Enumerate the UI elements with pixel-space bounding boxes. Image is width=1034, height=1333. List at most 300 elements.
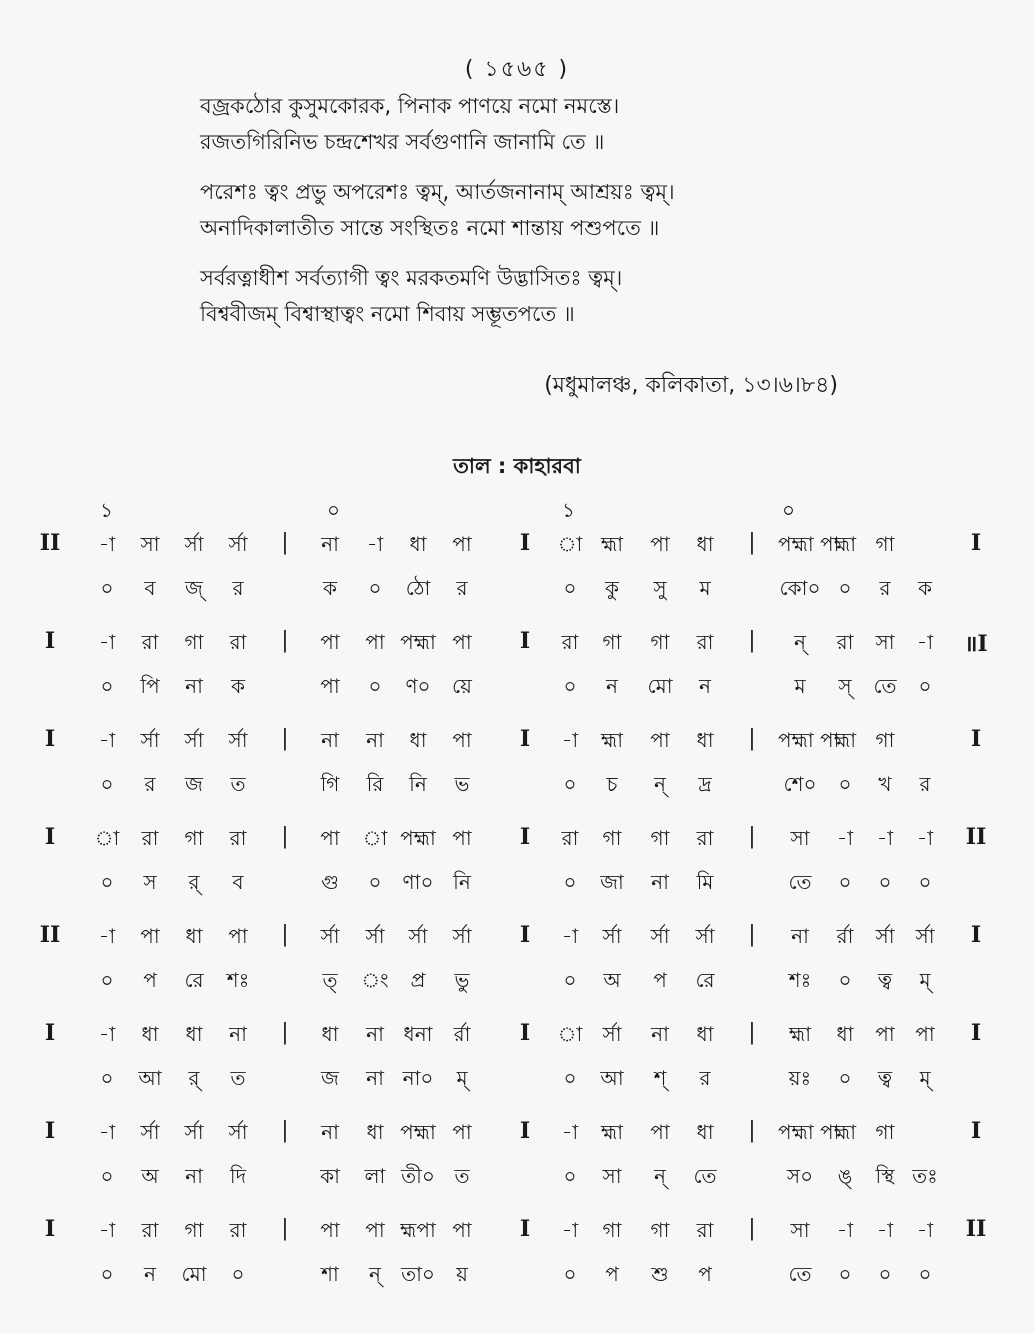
lyric-syllable: মো xyxy=(647,674,673,698)
swara-note: -া xyxy=(916,826,934,850)
swara-note: সা xyxy=(790,1218,810,1242)
swara-note: র্সা xyxy=(602,924,622,948)
swara-note: না xyxy=(321,532,339,556)
verse-block xyxy=(200,96,920,340)
lyric-syllable: নি xyxy=(453,870,471,894)
swara-note: র্সা xyxy=(228,1120,248,1144)
lyric-syllable: র্ xyxy=(188,870,200,894)
lyric-syllable: জ্ xyxy=(185,576,203,600)
vibhag-divider: | xyxy=(748,628,756,653)
lyric-syllable: ০ xyxy=(100,968,114,992)
swara-note: না xyxy=(321,728,339,752)
swara-note: র্সা xyxy=(184,1120,204,1144)
swara-note: -া xyxy=(98,1120,116,1144)
lyric-syllable: সা xyxy=(602,1164,622,1188)
swara-note: -া xyxy=(98,728,116,752)
vibhag-divider: I xyxy=(519,726,531,752)
lyric-syllable: প xyxy=(653,968,667,992)
swara-note: রা xyxy=(696,826,714,850)
swara-note: রা xyxy=(229,826,247,850)
swara-note: পা xyxy=(320,1218,340,1242)
swara-note: না xyxy=(651,1022,669,1046)
lyric-syllable: ভ xyxy=(454,772,470,796)
lyric-syllable: জা xyxy=(600,870,624,894)
swara-note: পা xyxy=(452,1120,472,1144)
lyric-row xyxy=(0,770,1034,824)
swara-note: ধনা xyxy=(403,1022,433,1046)
lyric-syllable: তে xyxy=(693,1164,717,1188)
start-barline: II xyxy=(39,530,61,556)
lyric-syllable: ভু xyxy=(454,968,470,992)
lyric-syllable: ঙ্ xyxy=(837,1164,853,1188)
swara-note: রা xyxy=(229,630,247,654)
lyric-syllable: ০ xyxy=(368,870,382,894)
lyric-syllable: ০ xyxy=(231,1262,245,1286)
swara-note: -া xyxy=(98,630,116,654)
swara-note: হ্মা xyxy=(833,532,857,556)
lyric-row xyxy=(0,672,1034,726)
swara-note: র্সা xyxy=(650,924,670,948)
lyric-syllable: খ xyxy=(878,772,892,796)
swara-note: রা xyxy=(141,1218,159,1242)
end-barline: I xyxy=(970,922,982,948)
swara-note: না xyxy=(321,1120,339,1144)
vibhag-divider: | xyxy=(281,726,289,751)
lyric-syllable: না০ xyxy=(402,1066,434,1090)
vibhag-divider: I xyxy=(519,922,531,948)
lyric-syllable: ০ xyxy=(100,1164,114,1188)
lyric-row xyxy=(0,574,1034,628)
swara-note: না xyxy=(366,1022,384,1046)
swara-note: পহ্মা xyxy=(400,826,436,850)
swara-note: র্সা xyxy=(140,728,160,752)
lyric-syllable: ং xyxy=(361,968,389,992)
swara-note: পহ্মা পা xyxy=(778,532,840,556)
swara-note: -া xyxy=(98,1022,116,1046)
vibhag-divider: | xyxy=(748,1020,756,1045)
swara-row xyxy=(0,824,1034,868)
swara-note: রা xyxy=(561,826,579,850)
verse-line: অনাদিকালাতীত সান্তে সংস্থিতঃ নমো শান্তায় পশুপতে ॥ xyxy=(200,216,660,240)
lyric-syllable: ০ xyxy=(368,576,382,600)
swara-note: পা xyxy=(650,1120,670,1144)
swara-note: ধা xyxy=(696,1022,714,1046)
lyric-syllable: প্র xyxy=(410,968,426,992)
lyric-syllable: ন xyxy=(699,674,711,698)
swara-note: গা xyxy=(184,826,204,850)
swara-note: ধা xyxy=(321,1022,339,1046)
swara-note: ন্ xyxy=(794,630,806,654)
lyric-syllable: ত xyxy=(230,1066,246,1090)
vibhag-divider: | xyxy=(281,628,289,653)
swara-note: পহ্মা পা xyxy=(778,728,840,752)
lyric-syllable: প xyxy=(605,1262,619,1286)
swara-note: -া xyxy=(561,1218,579,1242)
lyric-syllable: ত্ xyxy=(322,968,338,992)
swara-note: র্সা xyxy=(140,1120,160,1144)
end-barline: I xyxy=(970,1020,982,1046)
lyric-syllable: না xyxy=(366,1066,384,1090)
lyric-syllable: র xyxy=(919,772,931,796)
lyric-syllable: সু xyxy=(653,576,667,600)
lyric-syllable: ০ xyxy=(563,772,577,796)
swara-note: গা xyxy=(650,1218,670,1242)
lyric-syllable: লা xyxy=(364,1164,386,1188)
swara-note: -া xyxy=(916,1218,934,1242)
vibhag-divider: | xyxy=(281,1216,289,1241)
swara-note: ধা xyxy=(185,1022,203,1046)
beat-marker: ০ xyxy=(327,498,341,522)
lyric-row xyxy=(0,1260,1034,1314)
swara-note: ধা xyxy=(185,924,203,948)
swara-note: -া xyxy=(561,924,579,948)
lyric-syllable: ০ xyxy=(838,968,852,992)
lyric-syllable: ম্ xyxy=(456,1066,468,1090)
lyric-syllable: মি xyxy=(696,870,714,894)
lyric-syllable: ০ xyxy=(563,1262,577,1286)
swara-note: পা xyxy=(320,630,340,654)
lyric-syllable: ব xyxy=(232,870,244,894)
lyric-syllable: মো xyxy=(181,1262,207,1286)
lyric-syllable: দি xyxy=(229,1164,247,1188)
swara-note: র্সা xyxy=(228,728,248,752)
swara-note: ধা xyxy=(409,728,427,752)
swara-note: গা xyxy=(184,630,204,654)
lyric-syllable: রে xyxy=(184,968,204,992)
swara-note: -া xyxy=(366,532,384,556)
lyric-syllable: ০ xyxy=(918,870,932,894)
swara-note: হ্মপা xyxy=(400,1218,436,1242)
swara-note: -া xyxy=(836,1218,854,1242)
lyric-syllable: তঃ xyxy=(912,1164,938,1188)
swara-note: র্সা xyxy=(184,532,204,556)
swara-note: র্সা xyxy=(320,924,340,948)
swara-row xyxy=(0,1118,1034,1162)
swara-note: গা xyxy=(602,1218,622,1242)
lyric-syllable: শ্ xyxy=(653,1066,667,1090)
swara-note: র্সা xyxy=(602,1022,622,1046)
start-barline: I xyxy=(44,1216,56,1242)
lyric-syllable: শঃ xyxy=(226,968,250,992)
swara-note: া xyxy=(94,826,120,850)
verse-line: বিশ্ববীজম্ বিশ্বাস্থাত্বং নমো শিবায় সম্ভূতপতে ॥ xyxy=(200,302,575,326)
lyric-syllable: ন xyxy=(144,1262,156,1286)
lyric-syllable: ব xyxy=(144,576,156,600)
swara-note: র্সা xyxy=(408,924,428,948)
beat-marker: ১ xyxy=(100,498,113,522)
swara-note: সা xyxy=(790,826,810,850)
lyric-syllable: য় xyxy=(456,1262,468,1286)
swara-note: পহ্মা পা xyxy=(778,1120,840,1144)
swara-row xyxy=(0,726,1034,770)
lyric-syllable: ০ xyxy=(100,870,114,894)
lyric-syllable: র্ xyxy=(188,1066,200,1090)
lyric-syllable: ০ xyxy=(918,674,932,698)
lyric-syllable: আ xyxy=(138,1066,162,1090)
lyric-row xyxy=(0,966,1034,1020)
swara-note: রা xyxy=(836,630,854,654)
swara-note: হ্মা xyxy=(833,728,857,752)
swara-note: গা xyxy=(602,630,622,654)
lyric-row xyxy=(0,1162,1034,1216)
lyric-row xyxy=(0,1064,1034,1118)
lyric-syllable: ত্ব xyxy=(877,1066,893,1090)
lyric-row xyxy=(0,868,1034,922)
swara-note: গা xyxy=(875,1120,895,1144)
vibhag-divider: | xyxy=(281,1020,289,1045)
swara-note: -া xyxy=(876,826,894,850)
vibhag-divider: I xyxy=(519,530,531,556)
end-barline: ॥I xyxy=(964,631,988,657)
lyric-syllable: তে xyxy=(788,1262,812,1286)
lyric-syllable: না xyxy=(651,870,669,894)
swara-note: া xyxy=(362,826,388,850)
lyric-syllable: ম্ xyxy=(919,968,931,992)
lyric-syllable: কু xyxy=(605,576,619,600)
lyric-syllable: জ xyxy=(321,1066,339,1090)
lyric-syllable: ০ xyxy=(563,674,577,698)
swara-note: গা xyxy=(650,630,670,654)
lyric-syllable: ০ xyxy=(563,1164,577,1188)
lyric-syllable: ০ xyxy=(878,870,892,894)
swara-note: রা xyxy=(141,826,159,850)
swara-note: র্রা xyxy=(836,924,854,948)
lyric-syllable: অ xyxy=(141,1164,159,1188)
beat-marker: ১ xyxy=(562,498,575,522)
lyric-syllable: ০ xyxy=(100,576,114,600)
swara-note: পা xyxy=(650,728,670,752)
verse-line: পরেশঃ ত্বং প্রভু অপরেশঃ ত্বম্, আর্তজনানাম্ আশ্রয়ঃ ত্বম্। xyxy=(200,180,675,204)
swara-note: হ্মা xyxy=(600,532,624,556)
lyric-syllable: ক xyxy=(323,576,337,600)
vibhag-divider: | xyxy=(748,1216,756,1241)
swara-note: ধা xyxy=(696,1120,714,1144)
lyric-syllable: ০ xyxy=(100,674,114,698)
lyric-syllable: ০ xyxy=(838,576,852,600)
lyric-syllable: র xyxy=(699,1066,711,1090)
lyric-syllable: ণ০ xyxy=(405,674,431,698)
lyric-syllable: ০ xyxy=(878,1262,892,1286)
lyric-syllable: ত xyxy=(230,772,246,796)
swara-note: পা xyxy=(140,924,160,948)
lyric-syllable: ক xyxy=(231,674,245,698)
verse-line: বজ্রকঠোর কুসুমকোরক, পিনাক পাণয়ে নমো নমস্তে। xyxy=(200,94,620,118)
vibhag-divider: | xyxy=(748,1118,756,1143)
lyric-syllable: ০ xyxy=(368,674,382,698)
verse-line: সর্বরত্নাধীশ সর্বত্যাগী ত্বং মরকতমণি উদ্ভাসিতঃ ত্বম্। xyxy=(200,266,623,290)
swara-note: রা xyxy=(561,630,579,654)
vibhag-divider: | xyxy=(281,530,289,555)
swara-note: র্সা xyxy=(875,924,895,948)
swara-note: গা xyxy=(875,532,895,556)
lyric-syllable: ০ xyxy=(838,870,852,894)
notation-staff xyxy=(0,530,1034,1314)
lyric-syllable: ক xyxy=(918,576,932,600)
lyric-syllable: ০ xyxy=(100,1066,114,1090)
swara-note: ধা xyxy=(141,1022,159,1046)
swara-note: র্সা xyxy=(695,924,715,948)
lyric-syllable: তা০ xyxy=(401,1262,435,1286)
swara-row xyxy=(0,1020,1034,1064)
swara-note: -া xyxy=(916,630,934,654)
lyric-syllable: র xyxy=(456,576,468,600)
swara-note: -া xyxy=(876,1218,894,1242)
start-barline: I xyxy=(44,1118,56,1144)
swara-note: পা xyxy=(650,532,670,556)
lyric-syllable: ম্ xyxy=(919,1066,931,1090)
swara-note: পা xyxy=(452,630,472,654)
vibhag-divider: I xyxy=(519,1118,531,1144)
lyric-syllable: ০ xyxy=(100,772,114,796)
end-barline: I xyxy=(970,1118,982,1144)
lyric-syllable: ০ xyxy=(563,576,577,600)
page-number: ( ১৫৬৫ ) xyxy=(464,57,570,82)
start-barline: I xyxy=(44,628,56,654)
lyric-syllable: শু xyxy=(651,1262,669,1286)
swara-note: ধা xyxy=(409,532,427,556)
lyric-syllable: প xyxy=(698,1262,712,1286)
swara-note: -া xyxy=(98,924,116,948)
vibhag-divider: I xyxy=(519,824,531,850)
swara-note: সা xyxy=(140,532,160,556)
lyric-syllable: য়ঃ xyxy=(788,1066,812,1090)
swara-note: রা xyxy=(141,630,159,654)
vibhag-divider: | xyxy=(748,726,756,751)
lyric-syllable: না xyxy=(185,674,203,698)
swara-note: পা xyxy=(228,924,248,948)
lyric-syllable: স xyxy=(143,870,157,894)
swara-note: পা xyxy=(452,728,472,752)
taal-heading: তাল : কাহারবা xyxy=(453,454,581,478)
swara-note: পা xyxy=(915,1022,935,1046)
lyric-syllable: রি xyxy=(366,772,384,796)
swara-note: হ্মা xyxy=(788,1022,812,1046)
lyric-syllable: কো০ xyxy=(779,576,821,600)
swara-note: া xyxy=(557,532,583,556)
lyric-syllable: ০ xyxy=(563,968,577,992)
lyric-syllable: তে xyxy=(788,870,812,894)
swara-note: গা xyxy=(875,728,895,752)
lyric-syllable: প xyxy=(143,968,157,992)
lyric-syllable: ০ xyxy=(838,1262,852,1286)
swara-note: র্সা xyxy=(365,924,385,948)
lyric-syllable: ণা০ xyxy=(402,870,434,894)
swara-note: হ্মা xyxy=(833,1120,857,1144)
swara-note: র্সা xyxy=(228,532,248,556)
lyric-syllable: শঃ xyxy=(788,968,812,992)
end-barline: I xyxy=(970,530,982,556)
swara-row xyxy=(0,1216,1034,1260)
lyric-syllable: গু xyxy=(321,870,339,894)
lyric-syllable: ম xyxy=(699,576,711,600)
lyric-syllable: স০ xyxy=(786,1164,814,1188)
end-barline: II xyxy=(965,1216,987,1242)
vibhag-divider: I xyxy=(519,1020,531,1046)
beat-marker: ০ xyxy=(782,498,796,522)
swara-note: -া xyxy=(98,532,116,556)
lyric-syllable: গি xyxy=(320,772,340,796)
lyric-syllable: ম xyxy=(794,674,806,698)
swara-note: ধা xyxy=(696,532,714,556)
swara-note: -া xyxy=(98,1218,116,1242)
swara-note: পা xyxy=(365,1218,385,1242)
end-barline: I xyxy=(970,726,982,752)
swara-note: -া xyxy=(836,826,854,850)
lyric-syllable: র xyxy=(144,772,156,796)
swara-row xyxy=(0,530,1034,574)
lyric-syllable: ০ xyxy=(838,1066,852,1090)
vibhag-divider: | xyxy=(748,922,756,947)
lyric-syllable: শা xyxy=(321,1262,339,1286)
lyric-syllable: দ্র xyxy=(698,772,712,796)
vibhag-divider: I xyxy=(519,1216,531,1242)
lyric-syllable: ০ xyxy=(918,1262,932,1286)
lyric-syllable: পা xyxy=(320,674,340,698)
swara-note: া xyxy=(557,1022,583,1046)
beat-markers xyxy=(0,496,1034,526)
lyric-syllable: অ xyxy=(603,968,621,992)
vibhag-divider: | xyxy=(281,1118,289,1143)
start-barline: II xyxy=(39,922,61,948)
lyric-syllable: চ xyxy=(606,772,618,796)
swara-note: ধা xyxy=(696,728,714,752)
source-citation: (মধুমালঞ্চ, কলিকাতা, ১৩।৬।৮৪) xyxy=(544,373,838,398)
swara-note: পা xyxy=(875,1022,895,1046)
lyric-syllable: ন্ xyxy=(654,772,666,796)
swara-note: ধা xyxy=(836,1022,854,1046)
lyric-syllable: কা xyxy=(320,1164,340,1188)
swara-row xyxy=(0,628,1034,672)
vibhag-divider: | xyxy=(748,824,756,849)
swara-note: পা xyxy=(365,630,385,654)
lyric-syllable: ঠো xyxy=(405,576,431,600)
vibhag-divider: I xyxy=(519,628,531,654)
swara-note: না xyxy=(229,1022,247,1046)
end-barline: II xyxy=(965,824,987,850)
swara-note: না xyxy=(791,924,809,948)
lyric-syllable: ন্ xyxy=(369,1262,381,1286)
lyric-syllable: তে xyxy=(873,674,897,698)
swara-note: না xyxy=(366,728,384,752)
swara-note: র্সা xyxy=(184,728,204,752)
swara-note: পা xyxy=(320,826,340,850)
lyric-syllable: স্ xyxy=(838,674,852,698)
start-barline: I xyxy=(44,824,56,850)
swara-note: পা xyxy=(452,1218,472,1242)
swara-note: হ্মা xyxy=(600,1120,624,1144)
lyric-syllable: না xyxy=(185,1164,203,1188)
lyric-syllable: ন্ xyxy=(654,1164,666,1188)
swara-note: পহ্মা xyxy=(400,1120,436,1144)
swara-note: পা xyxy=(452,826,472,850)
lyric-syllable: ন xyxy=(606,674,618,698)
lyric-syllable: ০ xyxy=(100,1262,114,1286)
swara-note: গা xyxy=(650,826,670,850)
lyric-syllable: র xyxy=(879,576,891,600)
swara-note: রা xyxy=(696,1218,714,1242)
swara-row xyxy=(0,922,1034,966)
swara-note: র্সা xyxy=(452,924,472,948)
lyric-syllable: আ xyxy=(600,1066,624,1090)
lyric-syllable: য়ে xyxy=(452,674,472,698)
vibhag-divider: | xyxy=(281,922,289,947)
swara-note: গা xyxy=(184,1218,204,1242)
vibhag-divider: | xyxy=(281,824,289,849)
lyric-syllable: পি xyxy=(140,674,160,698)
swara-note: পা xyxy=(452,532,472,556)
swara-note: -া xyxy=(561,1120,579,1144)
swara-note: সা xyxy=(875,630,895,654)
